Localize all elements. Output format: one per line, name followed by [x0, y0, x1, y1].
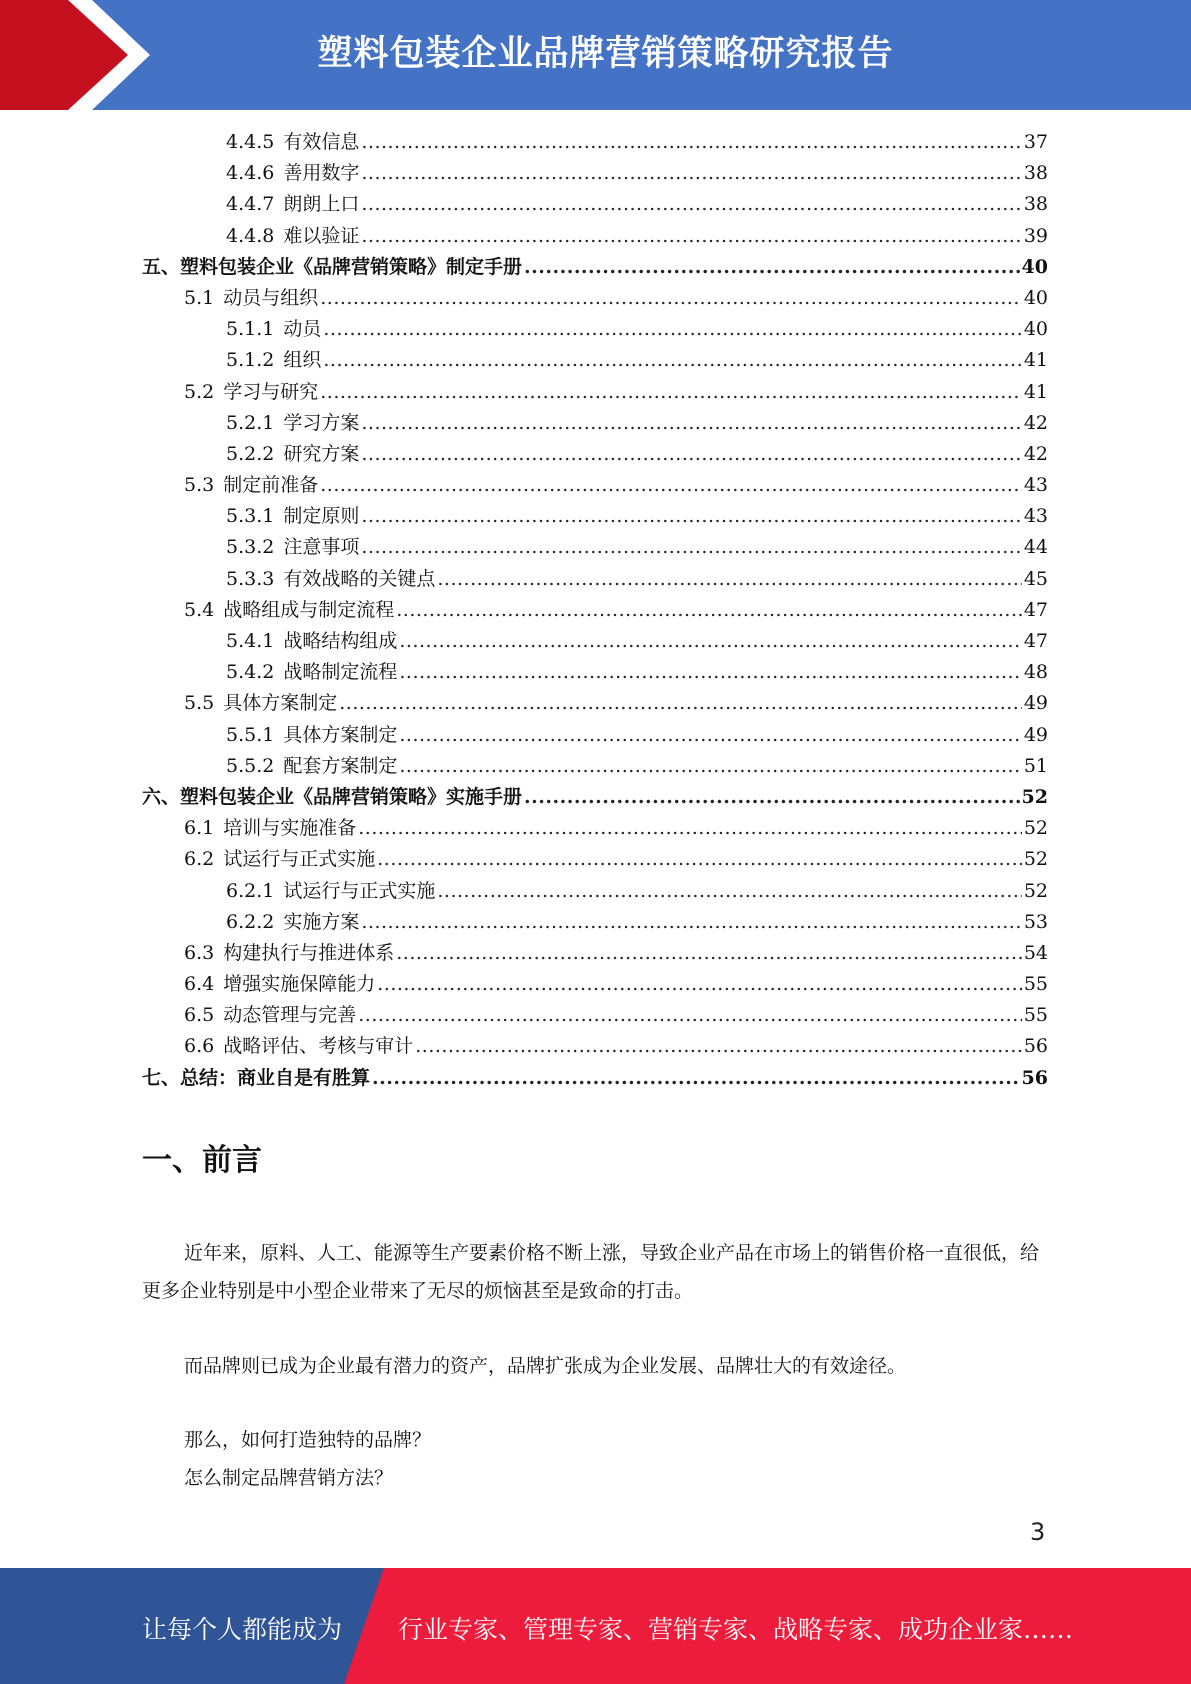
toc-dot-leader [437, 564, 1021, 595]
toc-entry[interactable] [142, 969, 1048, 1000]
toc-entry-number: 6.4 [184, 973, 215, 996]
toc-entry-number: 6.2 [184, 848, 215, 871]
toc-entry[interactable] [142, 127, 1048, 158]
toc-dot-leader [358, 813, 1022, 844]
toc-entry[interactable] [142, 470, 1048, 501]
paragraph: 而品牌则已成为企业最有潜力的资产，品牌扩张成为企业发展、品牌壮大的有效途径。 [184, 1355, 907, 1377]
toc-entry-number: 6.1 [184, 817, 215, 840]
toc-dot-leader [320, 377, 1022, 408]
toc-entry-title: 动员与组织 [223, 286, 319, 309]
toc-dot-leader [524, 252, 1020, 283]
toc-entry-number: 5.4 [184, 598, 215, 621]
toc-entry[interactable] [142, 907, 1048, 938]
toc-dot-leader [524, 782, 1020, 813]
toc-entry-page: 53 [1023, 910, 1048, 933]
toc-entry-page: 41 [1023, 380, 1048, 403]
toc-entry-number: 6.6 [184, 1035, 215, 1058]
toc-dot-leader [361, 189, 1021, 220]
toc-dot-leader [361, 158, 1021, 189]
toc-entry[interactable] [142, 720, 1048, 751]
toc-entry[interactable] [142, 813, 1048, 844]
toc-entry-number: 5.2.1 [226, 411, 275, 434]
toc-entry[interactable] [142, 439, 1048, 470]
toc-entry-number: 5.1.1 [226, 318, 275, 341]
toc-entry-title: 具体方案制定 [283, 723, 398, 746]
toc-dot-leader [323, 314, 1021, 345]
toc-entry-number: 5.5 [184, 692, 215, 715]
toc-dot-leader [320, 283, 1022, 314]
toc-entry-title: 制定原则 [283, 505, 360, 528]
toc-entry-page: 43 [1023, 505, 1048, 528]
toc-entry-number: 5.3.2 [226, 536, 275, 559]
toc-entry-page: 38 [1023, 162, 1048, 185]
toc-entry-title: 实施方案 [283, 910, 360, 933]
toc-entry-title: 配套方案制定 [283, 754, 398, 777]
paragraph: 近年来，原料、人工、能源等生产要素价格不断上涨，导致企业产品在市场上的销售价格一直很低，给更多企业特别是中小型企业带来了无尽的烦恼甚至是致命的打击。 [142, 1242, 1040, 1302]
toc-entry-title: 注意事项 [283, 536, 360, 559]
toc-entry-number: 5.5.2 [226, 754, 275, 777]
toc-dot-leader [396, 938, 1022, 969]
toc-entry[interactable] [142, 345, 1048, 376]
toc-dot-leader [361, 221, 1021, 252]
page-header [0, 0, 1191, 110]
toc-entry-page: 49 [1023, 692, 1048, 715]
toc-entry-page: 39 [1023, 224, 1048, 247]
toc-dot-leader [372, 1063, 1020, 1094]
toc-dot-leader [437, 876, 1021, 907]
toc-entry[interactable] [142, 595, 1048, 626]
footer-slogan-left: 让每个人都能成为 [142, 1615, 343, 1644]
toc-entry[interactable] [142, 626, 1048, 657]
toc-entry-page: 49 [1023, 723, 1048, 746]
toc-entry-title: 战略结构组成 [283, 630, 398, 652]
toc-entry[interactable] [142, 189, 1048, 220]
toc-entry[interactable] [142, 532, 1048, 563]
toc-entry-title: 五、塑料包装企业《品牌营销策略》制定手册 [142, 255, 523, 278]
toc-entry-page: 47 [1023, 598, 1048, 621]
page-number: 3 [1030, 1518, 1046, 1546]
toc-entry-page: 40 [1023, 318, 1048, 341]
toc-dot-leader [361, 408, 1021, 439]
toc-dot-leader [415, 1031, 1022, 1062]
table-of-contents [142, 127, 1048, 1094]
toc-entry[interactable] [142, 564, 1048, 595]
paragraph: 怎么制定品牌营销方法？ [184, 1467, 394, 1489]
toc-dot-leader [361, 907, 1021, 938]
toc-dot-leader [377, 844, 1022, 875]
toc-entry-title: 善用数字 [283, 162, 360, 185]
toc-entry-page: 45 [1023, 567, 1048, 590]
toc-entry-title: 动员 [283, 318, 322, 341]
toc-entry[interactable] [142, 283, 1048, 314]
toc-entry-page: 52 [1023, 817, 1048, 840]
toc-entry-page: 54 [1023, 941, 1048, 964]
toc-dot-leader [361, 439, 1021, 470]
toc-dot-leader [361, 501, 1021, 532]
toc-entry-page: 52 [1023, 879, 1048, 902]
toc-dot-leader [361, 532, 1021, 563]
toc-entry-title: 具体方案制定 [223, 692, 338, 715]
paragraph: 那么，如何打造独特的品牌？ [184, 1429, 432, 1451]
toc-entry-page: 43 [1023, 474, 1048, 497]
toc-dot-leader [361, 127, 1021, 158]
toc-entry-title: 七、总结：商业自是有胜算 [142, 1066, 371, 1089]
toc-dot-leader [399, 751, 1021, 782]
toc-entry-title: 有效信息 [283, 131, 360, 153]
toc-entry-title: 有效战略的关键点 [283, 567, 436, 590]
toc-entry-page: 51 [1023, 754, 1048, 777]
toc-entry[interactable] [142, 252, 1048, 283]
toc-entry-number: 5.3 [184, 474, 215, 497]
toc-dot-leader [358, 1000, 1022, 1031]
toc-entry-title: 战略组成与制定流程 [223, 598, 395, 621]
toc-entry[interactable] [142, 501, 1048, 532]
toc-entry-title: 战略评估、考核与审计 [223, 1035, 414, 1058]
toc-dot-leader [399, 720, 1021, 751]
toc-entry[interactable] [142, 657, 1048, 688]
toc-entry-title: 试运行与正式实施 [283, 879, 436, 902]
toc-entry-title: 动态管理与完善 [223, 1004, 357, 1027]
toc-entry[interactable] [142, 844, 1048, 875]
toc-entry-title: 组织 [283, 349, 322, 372]
toc-entry-page: 44 [1023, 536, 1048, 559]
toc-dot-leader [396, 595, 1022, 626]
toc-entry-page: 56 [1021, 1066, 1048, 1089]
toc-entry-page: 47 [1023, 630, 1048, 652]
toc-entry-number: 5.4.1 [226, 630, 275, 652]
toc-entry-number: 4.4.5 [226, 131, 275, 153]
toc-entry[interactable] [142, 1000, 1048, 1031]
toc-entry-number: 5.3.1 [226, 505, 275, 528]
toc-entry-title: 战略制定流程 [283, 661, 398, 684]
toc-entry[interactable] [142, 221, 1048, 252]
toc-entry-title: 六、塑料包装企业《品牌营销策略》实施手册 [142, 785, 523, 808]
toc-entry-page: 52 [1021, 785, 1048, 808]
toc-entry-number: 6.2.1 [226, 879, 275, 902]
toc-entry-page: 40 [1021, 255, 1048, 278]
toc-entry-page: 55 [1023, 973, 1048, 996]
toc-dot-leader [323, 345, 1021, 376]
toc-entry[interactable] [142, 876, 1048, 907]
toc-entry-number: 5.2 [184, 380, 215, 403]
toc-entry[interactable] [142, 1031, 1048, 1062]
page-footer [0, 1568, 1191, 1684]
toc-entry-number: 4.4.7 [226, 193, 275, 216]
toc-entry[interactable] [142, 314, 1048, 345]
toc-entry-title: 难以验证 [283, 224, 360, 247]
toc-entry[interactable] [142, 688, 1048, 719]
toc-entry[interactable] [142, 751, 1048, 782]
toc-entry[interactable] [142, 408, 1048, 439]
toc-entry-number: 6.2.2 [226, 910, 275, 933]
toc-entry-number: 5.3.3 [226, 567, 275, 590]
toc-dot-leader [399, 657, 1021, 688]
toc-entry-title: 制定前准备 [223, 474, 319, 497]
toc-dot-leader [377, 969, 1022, 1000]
toc-entry-page: 40 [1023, 286, 1048, 309]
toc-entry-number: 5.4.2 [226, 661, 275, 684]
toc-entry-title: 增强实施保障能力 [223, 973, 376, 996]
section-heading: 一、前言 [142, 1143, 262, 1178]
toc-entry-number: 5.1.2 [226, 349, 275, 372]
toc-entry-page: 42 [1023, 442, 1048, 465]
toc-entry-title: 构建执行与推进体系 [223, 941, 395, 964]
toc-entry-page: 55 [1023, 1004, 1048, 1027]
report-title: 塑料包装企业品牌营销策略研究报告 [317, 34, 894, 74]
toc-entry[interactable] [142, 938, 1048, 969]
toc-entry[interactable] [142, 158, 1048, 189]
toc-entry-number: 5.5.1 [226, 723, 275, 746]
toc-entry-title: 试运行与正式实施 [223, 848, 376, 871]
toc-entry-number: 5.2.2 [226, 442, 275, 465]
toc-entry-title: 培训与实施准备 [223, 817, 357, 840]
toc-entry-number: 6.5 [184, 1004, 215, 1027]
toc-entry-page: 37 [1023, 131, 1048, 153]
toc-entry-number: 6.3 [184, 941, 215, 964]
toc-entry-title: 学习方案 [283, 411, 360, 434]
toc-dot-leader [399, 626, 1021, 657]
footer-slogan-right: 行业专家、管理专家、营销专家、战略专家、成功企业家…… [398, 1615, 1074, 1644]
toc-entry-page: 48 [1023, 661, 1048, 684]
toc-entry-page: 42 [1023, 411, 1048, 434]
toc-entry-page: 56 [1023, 1035, 1048, 1058]
toc-entry-title: 学习与研究 [223, 380, 319, 403]
toc-dot-leader [320, 470, 1022, 501]
toc-entry-page: 52 [1023, 848, 1048, 871]
toc-entry-number: 5.1 [184, 286, 215, 309]
toc-dot-leader [339, 688, 1022, 719]
toc-entry[interactable] [142, 377, 1048, 408]
toc-entry-number: 4.4.8 [226, 224, 275, 247]
toc-entry[interactable] [142, 782, 1048, 813]
toc-entry-page: 38 [1023, 193, 1048, 216]
toc-entry-title: 研究方案 [283, 442, 360, 465]
toc-entry-title: 朗朗上口 [283, 193, 360, 216]
toc-entry-page: 41 [1023, 349, 1048, 372]
toc-entry[interactable] [142, 1063, 1048, 1094]
toc-entry-number: 4.4.6 [226, 162, 275, 185]
